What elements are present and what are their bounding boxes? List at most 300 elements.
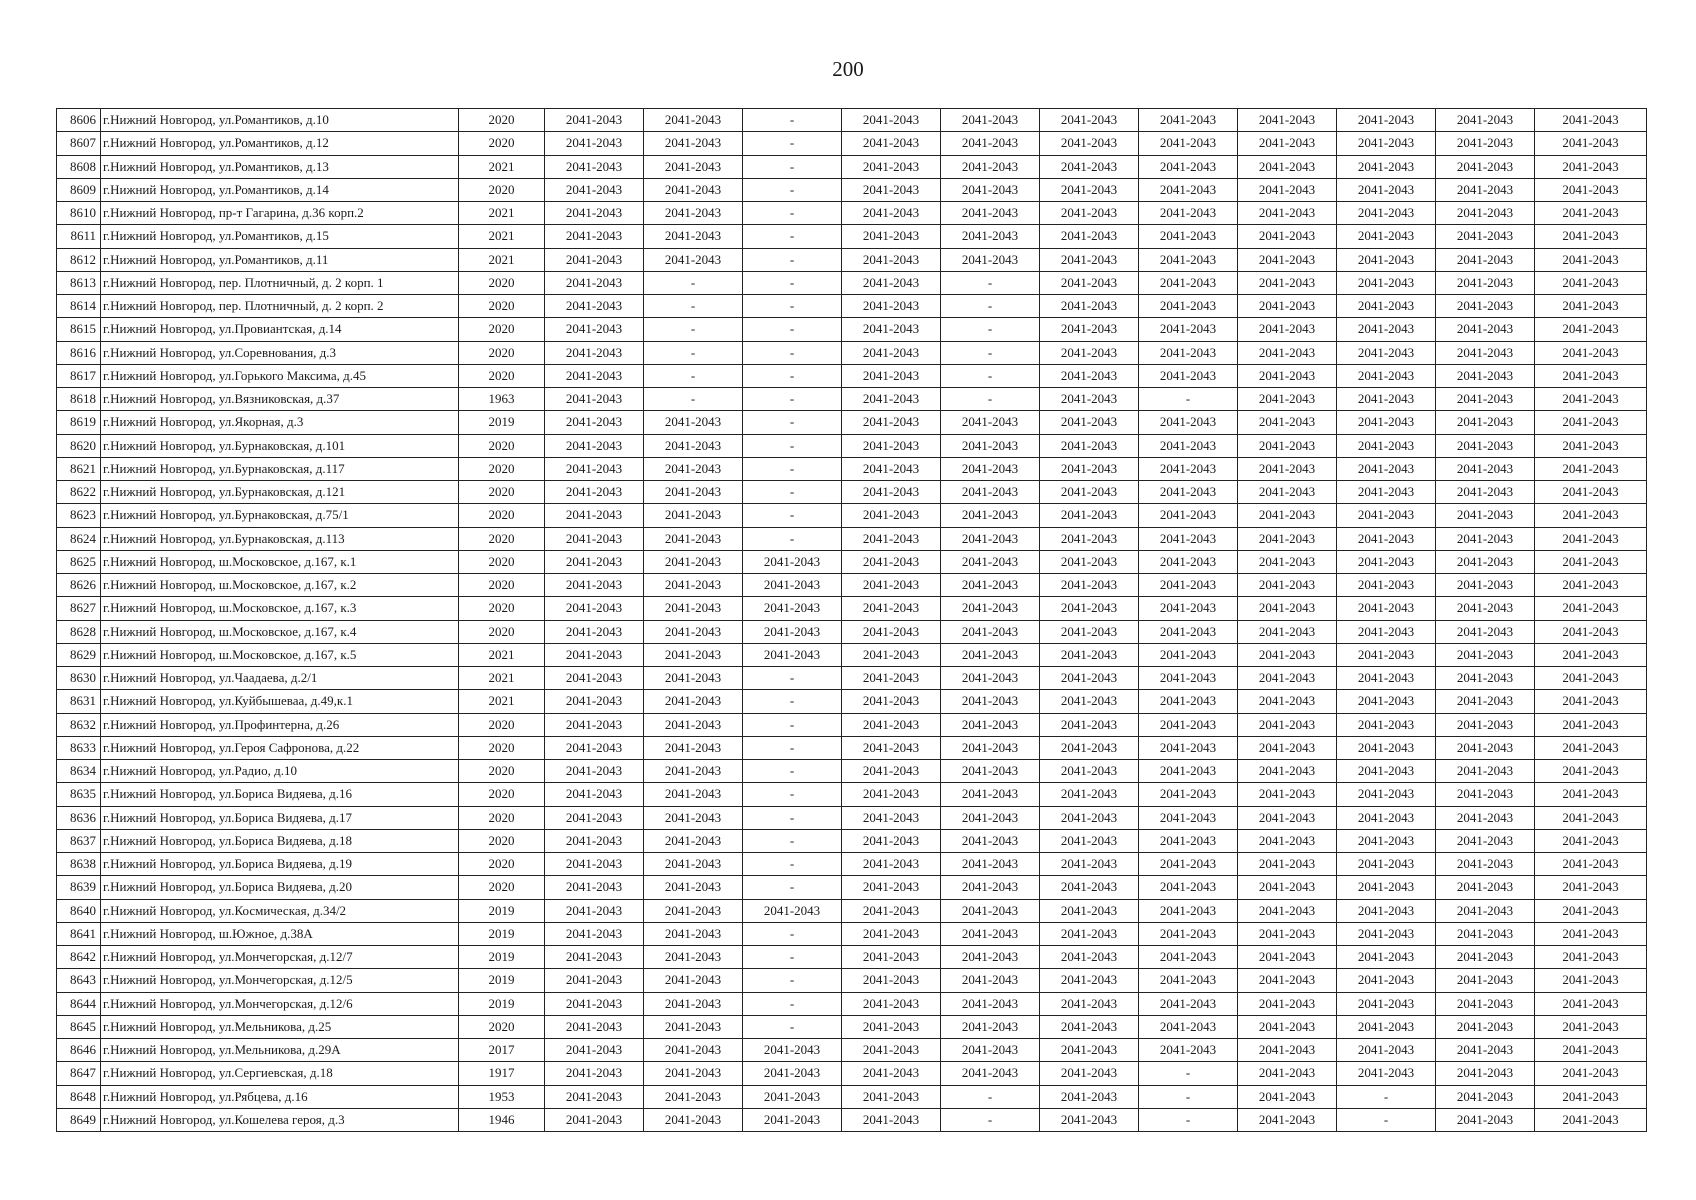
period-cell: 2041-2043	[1436, 1108, 1535, 1131]
address-cell: г.Нижний Новгород, ул.Бориса Видяева, д.18	[101, 829, 459, 852]
period-cell: 2041-2043	[1139, 667, 1238, 690]
period-cell: 2041-2043	[842, 295, 941, 318]
period-cell: -	[743, 225, 842, 248]
period-cell: 2041-2043	[1535, 504, 1647, 527]
period-cell: 2041-2043	[941, 713, 1040, 736]
period-cell: 2041-2043	[1040, 829, 1139, 852]
period-cell: 2041-2043	[1535, 341, 1647, 364]
period-cell: 2041-2043	[1436, 411, 1535, 434]
period-cell: 2041-2043	[644, 504, 743, 527]
period-cell: 2041-2043	[941, 155, 1040, 178]
period-cell: 2041-2043	[1535, 736, 1647, 759]
period-cell: 2041-2043	[545, 783, 644, 806]
period-cell: 2041-2043	[842, 318, 941, 341]
address-cell: г.Нижний Новгород, ш.Московское, д.167, к.1	[101, 550, 459, 573]
year-cell: 2021	[459, 667, 545, 690]
row-number-cell: 8644	[57, 992, 101, 1015]
table-row	[57, 225, 1647, 248]
period-cell: 2041-2043	[545, 527, 644, 550]
period-cell: 2041-2043	[1535, 667, 1647, 690]
period-cell: 2041-2043	[1040, 1108, 1139, 1131]
period-cell: 2041-2043	[644, 760, 743, 783]
period-cell: 2041-2043	[842, 760, 941, 783]
period-cell: 2041-2043	[1337, 643, 1436, 666]
period-cell: 2041-2043	[1238, 806, 1337, 829]
period-cell: 2041-2043	[1337, 318, 1436, 341]
period-cell: 2041-2043	[1535, 248, 1647, 271]
period-cell: 2041-2043	[842, 225, 941, 248]
period-cell: 2041-2043	[545, 388, 644, 411]
period-cell: 2041-2043	[644, 946, 743, 969]
period-cell: 2041-2043	[1535, 1039, 1647, 1062]
period-cell: 2041-2043	[1436, 109, 1535, 132]
period-cell: 2041-2043	[1139, 341, 1238, 364]
period-cell: 2041-2043	[743, 574, 842, 597]
row-number-cell: 8648	[57, 1085, 101, 1108]
period-cell: 2041-2043	[545, 574, 644, 597]
year-cell: 2019	[459, 992, 545, 1015]
row-number-cell: 8632	[57, 713, 101, 736]
period-cell: 2041-2043	[1040, 202, 1139, 225]
period-cell: 2041-2043	[1337, 713, 1436, 736]
period-cell: 2041-2043	[941, 574, 1040, 597]
period-cell: -	[941, 341, 1040, 364]
period-cell: 2041-2043	[1337, 388, 1436, 411]
period-cell: 2041-2043	[842, 481, 941, 504]
period-cell: 2041-2043	[545, 620, 644, 643]
period-cell: 2041-2043	[1040, 364, 1139, 387]
period-cell: 2041-2043	[1139, 457, 1238, 480]
year-cell: 2020	[459, 1015, 545, 1038]
period-cell: 2041-2043	[1337, 155, 1436, 178]
period-cell: 2041-2043	[1436, 504, 1535, 527]
period-cell: 2041-2043	[1436, 783, 1535, 806]
period-cell: 2041-2043	[842, 388, 941, 411]
period-cell: 2041-2043	[1535, 481, 1647, 504]
period-cell: 2041-2043	[1436, 1062, 1535, 1085]
period-cell: 2041-2043	[1238, 481, 1337, 504]
period-cell: 2041-2043	[1040, 225, 1139, 248]
period-cell: -	[941, 1108, 1040, 1131]
period-cell: -	[743, 271, 842, 294]
period-cell: -	[743, 341, 842, 364]
period-cell: 2041-2043	[644, 1085, 743, 1108]
period-cell: 2041-2043	[842, 364, 941, 387]
period-cell: 2041-2043	[644, 969, 743, 992]
period-cell: -	[1139, 388, 1238, 411]
period-cell: 2041-2043	[644, 713, 743, 736]
period-cell: 2041-2043	[545, 853, 644, 876]
period-cell: 2041-2043	[1535, 643, 1647, 666]
period-cell: 2041-2043	[1337, 620, 1436, 643]
address-cell: г.Нижний Новгород, ул.Соревнования, д.3	[101, 341, 459, 364]
period-cell: 2041-2043	[1337, 271, 1436, 294]
table-row	[57, 667, 1647, 690]
period-cell: 2041-2043	[1040, 132, 1139, 155]
row-number-cell: 8635	[57, 783, 101, 806]
period-cell: 2041-2043	[941, 736, 1040, 759]
period-cell: 2041-2043	[1040, 248, 1139, 271]
period-cell: 2041-2043	[1238, 899, 1337, 922]
row-number-cell: 8627	[57, 597, 101, 620]
row-number-cell: 8639	[57, 876, 101, 899]
page-number: 200	[832, 57, 864, 81]
period-cell: 2041-2043	[1436, 225, 1535, 248]
period-cell: 2041-2043	[842, 969, 941, 992]
period-cell: -	[743, 829, 842, 852]
period-cell: 2041-2043	[842, 1062, 941, 1085]
period-cell: 2041-2043	[842, 202, 941, 225]
period-cell: 2041-2043	[644, 550, 743, 573]
period-cell: 2041-2043	[545, 248, 644, 271]
period-cell: 2041-2043	[545, 481, 644, 504]
period-cell: 2041-2043	[1238, 574, 1337, 597]
period-cell: 2041-2043	[1436, 667, 1535, 690]
period-cell: 2041-2043	[644, 667, 743, 690]
period-cell: 2041-2043	[545, 992, 644, 1015]
table-row	[57, 341, 1647, 364]
period-cell: 2041-2043	[1436, 1015, 1535, 1038]
year-cell: 2021	[459, 155, 545, 178]
period-cell: 2041-2043	[1535, 1015, 1647, 1038]
table-row	[57, 295, 1647, 318]
period-cell: -	[743, 388, 842, 411]
period-cell: 2041-2043	[842, 504, 941, 527]
period-cell: 2041-2043	[1535, 992, 1647, 1015]
table-row	[57, 1085, 1647, 1108]
period-cell: 2041-2043	[842, 109, 941, 132]
period-cell: 2041-2043	[1040, 713, 1139, 736]
period-cell: 2041-2043	[545, 643, 644, 666]
table-row	[57, 876, 1647, 899]
period-cell: 2041-2043	[842, 271, 941, 294]
year-cell: 2020	[459, 109, 545, 132]
table-row	[57, 527, 1647, 550]
period-cell: 2041-2043	[1535, 109, 1647, 132]
period-cell: 2041-2043	[1436, 992, 1535, 1015]
period-cell: 2041-2043	[1535, 597, 1647, 620]
row-number-cell: 8647	[57, 1062, 101, 1085]
period-cell: 2041-2043	[1139, 504, 1238, 527]
period-cell: -	[743, 202, 842, 225]
period-cell: 2041-2043	[1436, 271, 1535, 294]
table-row	[57, 853, 1647, 876]
schedule-table	[56, 108, 1647, 1132]
period-cell: 2041-2043	[941, 946, 1040, 969]
year-cell: 2019	[459, 411, 545, 434]
address-cell: г.Нижний Новгород, ш.Московское, д.167, к.3	[101, 597, 459, 620]
address-cell: г.Нижний Новгород, пер. Плотничный, д. 2 корп. 1	[101, 271, 459, 294]
period-cell: 2041-2043	[941, 876, 1040, 899]
period-cell: 2041-2043	[1337, 806, 1436, 829]
period-cell: 2041-2043	[1436, 899, 1535, 922]
period-cell: 2041-2043	[1238, 783, 1337, 806]
period-cell: 2041-2043	[644, 690, 743, 713]
year-cell: 2019	[459, 899, 545, 922]
period-cell: 2041-2043	[743, 899, 842, 922]
period-cell: 2041-2043	[941, 109, 1040, 132]
period-cell: 2041-2043	[1040, 597, 1139, 620]
period-cell: 2041-2043	[1535, 1085, 1647, 1108]
period-cell: 2041-2043	[842, 899, 941, 922]
period-cell: 2041-2043	[1337, 295, 1436, 318]
row-number-cell: 8624	[57, 527, 101, 550]
period-cell: 2041-2043	[743, 620, 842, 643]
schedule-table-container	[56, 108, 1646, 1132]
period-cell: 2041-2043	[941, 829, 1040, 852]
period-cell: 2041-2043	[644, 411, 743, 434]
period-cell: 2041-2043	[1535, 527, 1647, 550]
year-cell: 2020	[459, 504, 545, 527]
year-cell: 2020	[459, 713, 545, 736]
period-cell: 2041-2043	[1139, 783, 1238, 806]
row-number-cell: 8620	[57, 434, 101, 457]
period-cell: 2041-2043	[1436, 155, 1535, 178]
table-row	[57, 202, 1647, 225]
period-cell: 2041-2043	[644, 736, 743, 759]
period-cell: 2041-2043	[1337, 132, 1436, 155]
period-cell: 2041-2043	[545, 969, 644, 992]
period-cell: 2041-2043	[1337, 178, 1436, 201]
period-cell: 2041-2043	[545, 457, 644, 480]
address-cell: г.Нижний Новгород, ул.Бориса Видяева, д.20	[101, 876, 459, 899]
year-cell: 2020	[459, 527, 545, 550]
period-cell: 2041-2043	[1040, 853, 1139, 876]
period-cell: 2041-2043	[1040, 1062, 1139, 1085]
period-cell: 2041-2043	[1238, 922, 1337, 945]
period-cell: 2041-2043	[1436, 550, 1535, 573]
period-cell: 2041-2043	[1337, 876, 1436, 899]
period-cell: 2041-2043	[1139, 922, 1238, 945]
period-cell: 2041-2043	[1436, 643, 1535, 666]
period-cell: 2041-2043	[1238, 248, 1337, 271]
period-cell: 2041-2043	[1238, 853, 1337, 876]
period-cell: 2041-2043	[1139, 574, 1238, 597]
period-cell: 2041-2043	[1337, 760, 1436, 783]
period-cell: 2041-2043	[1436, 806, 1535, 829]
row-number-cell: 8628	[57, 620, 101, 643]
period-cell: 2041-2043	[1040, 178, 1139, 201]
period-cell: 2041-2043	[941, 225, 1040, 248]
period-cell: 2041-2043	[1436, 295, 1535, 318]
period-cell: 2041-2043	[545, 899, 644, 922]
address-cell: г.Нижний Новгород, ул.Бориса Видяева, д.17	[101, 806, 459, 829]
period-cell: 2041-2043	[941, 132, 1040, 155]
period-cell: 2041-2043	[1040, 899, 1139, 922]
period-cell: 2041-2043	[545, 341, 644, 364]
period-cell: 2041-2043	[1337, 992, 1436, 1015]
period-cell: 2041-2043	[1139, 969, 1238, 992]
period-cell: 2041-2043	[1436, 713, 1535, 736]
period-cell: 2041-2043	[1436, 457, 1535, 480]
year-cell: 2020	[459, 853, 545, 876]
period-cell: 2041-2043	[842, 1108, 941, 1131]
period-cell: 2041-2043	[1040, 388, 1139, 411]
period-cell: -	[743, 713, 842, 736]
period-cell: 2041-2043	[941, 527, 1040, 550]
period-cell: 2041-2043	[644, 457, 743, 480]
period-cell: 2041-2043	[1139, 109, 1238, 132]
period-cell: 2041-2043	[644, 876, 743, 899]
period-cell: -	[1337, 1085, 1436, 1108]
period-cell: 2041-2043	[644, 783, 743, 806]
period-cell: 2041-2043	[1238, 643, 1337, 666]
period-cell: 2041-2043	[743, 1108, 842, 1131]
row-number-cell: 8610	[57, 202, 101, 225]
period-cell: 2041-2043	[1337, 364, 1436, 387]
period-cell: 2041-2043	[1238, 132, 1337, 155]
period-cell: -	[743, 457, 842, 480]
table-row	[57, 248, 1647, 271]
table-row	[57, 620, 1647, 643]
period-cell: 2041-2043	[1535, 574, 1647, 597]
period-cell: 2041-2043	[644, 620, 743, 643]
period-cell: -	[743, 364, 842, 387]
year-cell: 2020	[459, 481, 545, 504]
year-cell: 1963	[459, 388, 545, 411]
period-cell: 2041-2043	[1238, 527, 1337, 550]
period-cell: 2041-2043	[1139, 946, 1238, 969]
year-cell: 2020	[459, 132, 545, 155]
address-cell: г.Нижний Новгород, ул.Бурнаковская, д.101	[101, 434, 459, 457]
period-cell: 2041-2043	[941, 783, 1040, 806]
row-number-cell: 8642	[57, 946, 101, 969]
period-cell: 2041-2043	[1139, 876, 1238, 899]
year-cell: 2020	[459, 736, 545, 759]
period-cell: 2041-2043	[842, 876, 941, 899]
period-cell: 2041-2043	[1238, 1039, 1337, 1062]
period-cell: 2041-2043	[1040, 457, 1139, 480]
period-cell: 2041-2043	[1337, 248, 1436, 271]
row-number-cell: 8615	[57, 318, 101, 341]
period-cell: 2041-2043	[1139, 829, 1238, 852]
period-cell: -	[743, 736, 842, 759]
period-cell: 2041-2043	[842, 550, 941, 573]
year-cell: 2019	[459, 922, 545, 945]
period-cell: 2041-2043	[1040, 946, 1139, 969]
period-cell: 2041-2043	[1436, 388, 1535, 411]
period-cell: 2041-2043	[545, 1085, 644, 1108]
period-cell: 2041-2043	[1238, 1085, 1337, 1108]
period-cell: -	[743, 109, 842, 132]
period-cell: 2041-2043	[1139, 643, 1238, 666]
period-cell: 2041-2043	[545, 202, 644, 225]
address-cell: г.Нижний Новгород, ул.Романтиков, д.13	[101, 155, 459, 178]
period-cell: 2041-2043	[1535, 760, 1647, 783]
period-cell: 2041-2043	[1238, 178, 1337, 201]
period-cell: 2041-2043	[1436, 760, 1535, 783]
period-cell: -	[644, 364, 743, 387]
table-row	[57, 411, 1647, 434]
table-row	[57, 643, 1647, 666]
period-cell: -	[941, 271, 1040, 294]
row-number-cell: 8609	[57, 178, 101, 201]
period-cell: 2041-2043	[1436, 178, 1535, 201]
period-cell: 2041-2043	[941, 1015, 1040, 1038]
period-cell: 2041-2043	[1535, 132, 1647, 155]
period-cell: 2041-2043	[743, 1062, 842, 1085]
period-cell: 2041-2043	[545, 225, 644, 248]
period-cell: 2041-2043	[1238, 760, 1337, 783]
period-cell: 2041-2043	[1535, 318, 1647, 341]
period-cell: -	[743, 969, 842, 992]
table-row	[57, 992, 1647, 1015]
period-cell: 2041-2043	[545, 736, 644, 759]
address-cell: г.Нижний Новгород, ул.Мончегорская, д.12/7	[101, 946, 459, 969]
period-cell: 2041-2043	[1337, 504, 1436, 527]
address-cell: г.Нижний Новгород, ул.Провиантская, д.14	[101, 318, 459, 341]
period-cell: 2041-2043	[941, 899, 1040, 922]
period-cell: 2041-2043	[644, 1015, 743, 1038]
period-cell: 2041-2043	[1535, 620, 1647, 643]
period-cell: 2041-2043	[941, 922, 1040, 945]
period-cell: 2041-2043	[1436, 341, 1535, 364]
period-cell: 2041-2043	[1436, 202, 1535, 225]
address-cell: г.Нижний Новгород, ул.Мельникова, д.25	[101, 1015, 459, 1038]
period-cell: 2041-2043	[1238, 620, 1337, 643]
period-cell: 2041-2043	[842, 643, 941, 666]
period-cell: -	[743, 155, 842, 178]
period-cell: -	[743, 806, 842, 829]
period-cell: 2041-2043	[1238, 411, 1337, 434]
period-cell: -	[941, 295, 1040, 318]
period-cell: -	[743, 411, 842, 434]
period-cell: 2041-2043	[1436, 876, 1535, 899]
period-cell: 2041-2043	[1238, 457, 1337, 480]
period-cell: 2041-2043	[941, 550, 1040, 573]
period-cell: -	[941, 364, 1040, 387]
period-cell: 2041-2043	[1337, 411, 1436, 434]
period-cell: 2041-2043	[1535, 922, 1647, 945]
period-cell: 2041-2043	[1436, 829, 1535, 852]
address-cell: г.Нижний Новгород, ул.Бурнаковская, д.75/1	[101, 504, 459, 527]
period-cell: 2041-2043	[545, 667, 644, 690]
table-row	[57, 155, 1647, 178]
period-cell: 2041-2043	[1238, 1015, 1337, 1038]
period-cell: 2041-2043	[1337, 899, 1436, 922]
year-cell: 2021	[459, 202, 545, 225]
table-row	[57, 597, 1647, 620]
row-number-cell: 8641	[57, 922, 101, 945]
period-cell: 2041-2043	[1238, 341, 1337, 364]
period-cell: 2041-2043	[1535, 411, 1647, 434]
period-cell: 2041-2043	[545, 1039, 644, 1062]
period-cell: -	[644, 341, 743, 364]
period-cell: 2041-2043	[1139, 713, 1238, 736]
address-cell: г.Нижний Новгород, ш.Московское, д.167, к.2	[101, 574, 459, 597]
table-row	[57, 690, 1647, 713]
period-cell: 2041-2043	[1535, 829, 1647, 852]
period-cell: 2041-2043	[743, 597, 842, 620]
period-cell: -	[941, 1085, 1040, 1108]
period-cell: 2041-2043	[1535, 783, 1647, 806]
period-cell: 2041-2043	[1436, 364, 1535, 387]
period-cell: 2041-2043	[1040, 295, 1139, 318]
period-cell: 2041-2043	[545, 876, 644, 899]
period-cell: 2041-2043	[644, 527, 743, 550]
table-row	[57, 1015, 1647, 1038]
period-cell: -	[644, 388, 743, 411]
period-cell: 2041-2043	[1040, 527, 1139, 550]
period-cell: 2041-2043	[1040, 1085, 1139, 1108]
period-cell: 2041-2043	[644, 178, 743, 201]
period-cell: 2041-2043	[1535, 1108, 1647, 1131]
period-cell: 2041-2043	[644, 202, 743, 225]
period-cell: -	[743, 876, 842, 899]
period-cell: 2041-2043	[1040, 341, 1139, 364]
period-cell: -	[743, 504, 842, 527]
period-cell: 2041-2043	[1436, 574, 1535, 597]
